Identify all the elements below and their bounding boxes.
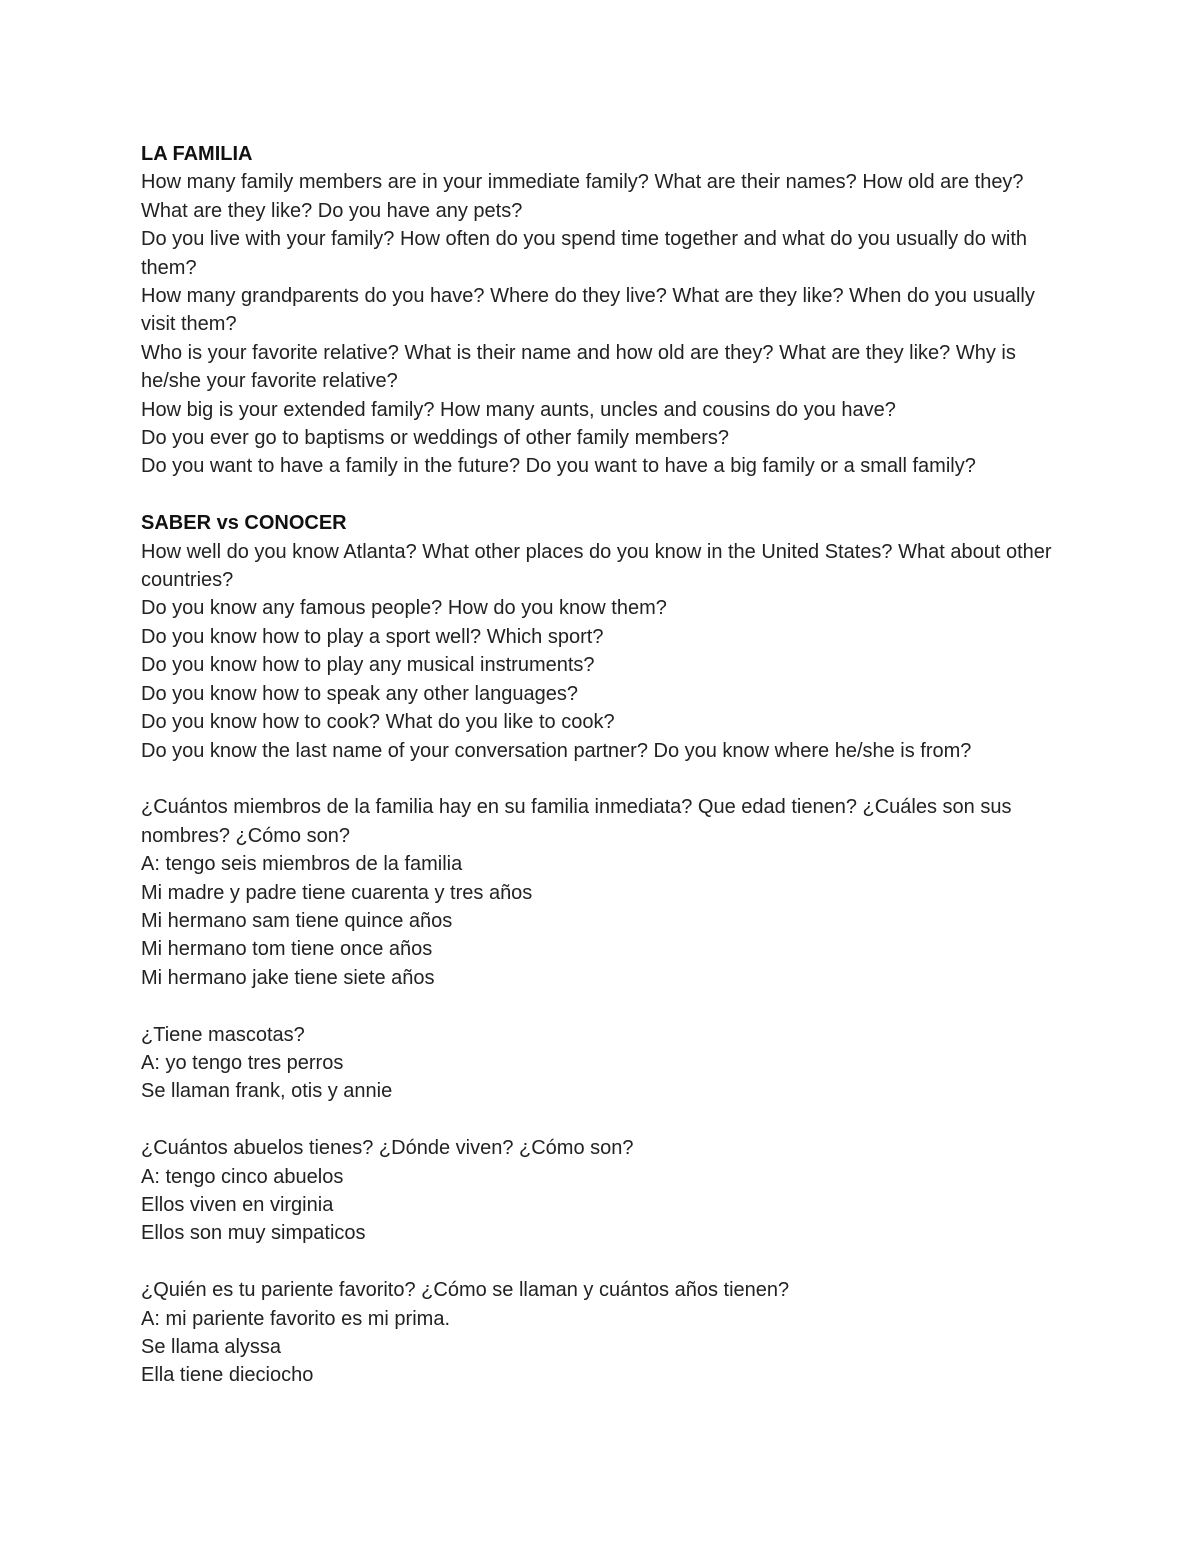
answer-line: Ellos son muy simpaticos [141, 1222, 366, 1245]
paragraph-spacer [141, 992, 1066, 1020]
section-la-familia [141, 140, 1066, 481]
section-heading: LA FAMILIA [141, 143, 253, 165]
question-line: How big is your extended family? How many aunts, uncles and cousins do you have? [141, 398, 896, 421]
paragraph-spacer [141, 481, 1066, 509]
question-line: ¿Tiene mascotas? [141, 1023, 305, 1046]
question-line: ¿Cuántos abuelos tienes? ¿Dónde viven? ¿Cómo son? [141, 1137, 634, 1160]
answer-line: Ellos viven en virginia [141, 1193, 334, 1216]
section-saber-vs-conocer [141, 509, 1066, 765]
section-heading: SABER vs CONOCER [141, 512, 347, 535]
question-line: Do you know how to play a sport well? Which sport? [141, 625, 604, 648]
answer-line: Ella tiene dieciocho [141, 1364, 314, 1387]
question-line: Do you know how to speak any other languages? [141, 682, 578, 705]
question-line: Do you know how to cook? What do you like to cook? [141, 711, 615, 734]
question-line: Do you ever go to baptisms or weddings of other family members? [141, 427, 730, 450]
answer-line: A: yo tengo tres perros [141, 1051, 344, 1074]
answer-line: Mi hermano jake tiene siete años [141, 966, 435, 989]
question-line: ¿Cuántos miembros de la familia hay en su familia inmediata? Que edad tienen? ¿Cuáles son sus nombres? ¿Cómo son? [141, 796, 1012, 847]
question-line: Do you know how to play any musical instruments? [141, 654, 595, 677]
question-line: How well do you know Atlanta? What other places do you know in the United States? What about other countries? [141, 540, 1052, 592]
question-line: How many family members are in your immediate family? What are their names? How old are they? What are they like? Do you have any pets? [141, 171, 1024, 222]
section-grandparents-answer [141, 1134, 1066, 1248]
section-family-members-answer [141, 793, 1066, 992]
question-line: Do you want to have a family in the future? Do you want to have a big family or a small family? [141, 455, 976, 478]
paragraph-spacer [141, 1248, 1066, 1276]
answer-line: Mi madre y padre tiene cuarenta y tres años [141, 881, 533, 904]
question-line: Do you know any famous people? How do you know them? [141, 597, 667, 620]
question-line: How many grandparents do you have? Where do they live? What are they like? When do you usually visit them? [141, 285, 1035, 336]
document-body [141, 140, 1066, 1390]
answer-line: Se llama alyssa [141, 1335, 282, 1358]
answer-line: A: tengo seis miembros de la familia [141, 853, 463, 876]
question-line: Do you know the last name of your conversation partner? Do you know where he/she is from? [141, 739, 972, 762]
paragraph-spacer [141, 1106, 1066, 1134]
question-line: ¿Quién es tu pariente favorito? ¿Cómo se llaman y cuántos años tienen? [141, 1279, 790, 1302]
section-favorite-relative-answer [141, 1276, 1066, 1390]
answer-line: Mi hermano tom tiene once años [141, 938, 433, 961]
answer-line: A: mi pariente favorito es mi prima. [141, 1307, 450, 1330]
answer-line: Se llaman frank, otis y annie [141, 1080, 393, 1103]
paragraph-spacer [141, 765, 1066, 793]
question-line: Do you live with your family? How often do you spend time together and what do you usually do with them? [141, 228, 1028, 279]
answer-line: A: tengo cinco abuelos [141, 1165, 344, 1188]
question-line: Who is your favorite relative? What is their name and how old are they? What are they like? Why is he/she your favorite relative? [141, 341, 1016, 393]
section-pets-answer [141, 1021, 1066, 1106]
answer-line: Mi hermano sam tiene quince años [141, 909, 453, 932]
